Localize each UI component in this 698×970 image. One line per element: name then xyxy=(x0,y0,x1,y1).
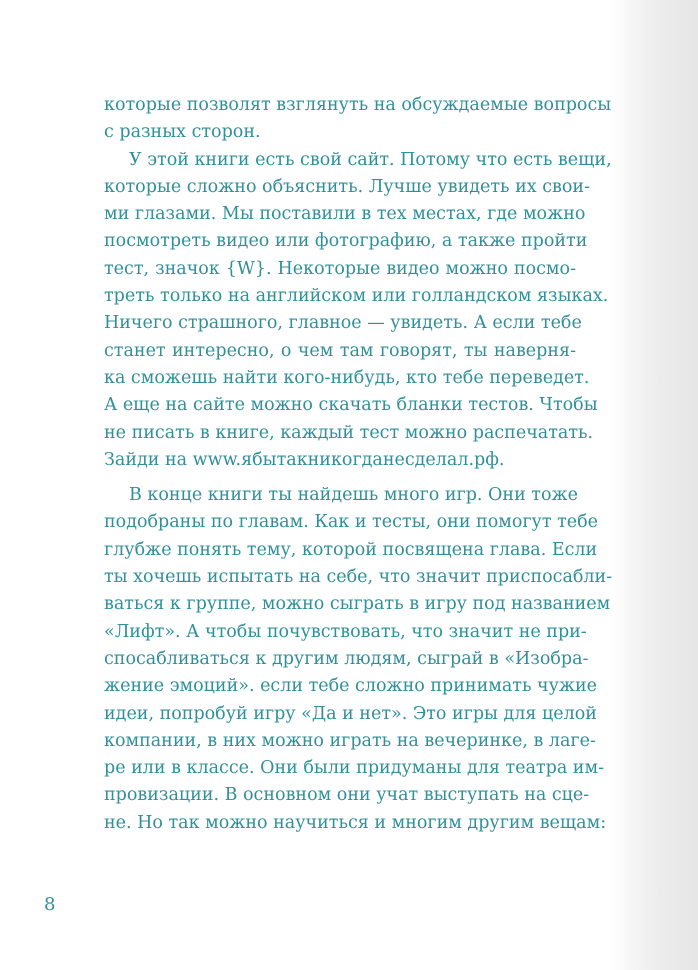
text-line: Зайди на www.ябытакникогданесделал.рф. xyxy=(104,449,505,470)
text-line: ваться к группе, можно сыграть в игру под названием xyxy=(104,594,611,615)
text-line: станет интересно, о чем там говорят, ты наверня- xyxy=(104,340,576,361)
text-line: спосабливаться к другим людям, сыграй в «Изобра- xyxy=(104,648,589,669)
text-line: не. Но так можно научиться и многим другим вещам: xyxy=(104,812,607,833)
text-line: В конце книги ты найдешь много игр. Они тоже xyxy=(129,485,578,506)
text-line: глубже понять тему, которой посвящена глава. Если xyxy=(104,539,598,560)
text-line: ты хочешь испытать на себе, что значит приспосабли- xyxy=(104,567,613,588)
paragraph-2 xyxy=(104,147,612,475)
paragraph-3 xyxy=(104,482,613,837)
text-line: «Лифт». А чтобы почувствовать, что значит не при- xyxy=(104,621,587,642)
text-line: Ничего страшного, главное — увидеть. А если тебе xyxy=(104,313,582,334)
text-line: не писать в книге, каждый тест можно распечатать. xyxy=(104,422,594,443)
text-line: тест, значок {W}. Некоторые видео можно посмо- xyxy=(104,258,576,279)
body-text xyxy=(104,92,613,837)
paragraph-1 xyxy=(104,92,612,147)
text-line: треть только на английском или голландском языках. xyxy=(104,286,609,307)
page-number: 8 xyxy=(44,894,56,915)
text-line: жение эмоций». если тебе сложно принимать чужие xyxy=(104,676,598,697)
text-line: У этой книги есть свой сайт. Потому что есть вещи, xyxy=(129,149,612,170)
text-line: идеи, попробуй игру «Да и нет». Это игры для целой xyxy=(104,703,597,724)
text-line: посмотреть видео или фотографию, а также пройти xyxy=(104,231,588,252)
text-line: компании, в них можно играть на вечеринке, в лаге- xyxy=(104,730,596,751)
text-line: подобраны по главам. Как и тесты, они помогут тебе xyxy=(104,512,599,533)
text-line: с разных сторон. xyxy=(104,122,261,143)
text-line: которые позволят взглянуть на обсуждаемые вопросы xyxy=(104,95,612,115)
text-line: провизации. В основном они учат выступать на сце- xyxy=(104,785,590,806)
paragraph-gap xyxy=(104,474,576,482)
text-line: ми глазами. Мы поставили в тех местах, где можно xyxy=(104,204,586,225)
text-line: ре или в классе. Они были придуманы для театра им- xyxy=(104,758,604,779)
text-line: А еще на сайте можно скачать бланки тестов. Чтобы xyxy=(104,395,598,416)
text-line: ка сможешь найти кого-нибудь, кто тебе переведет. xyxy=(104,367,590,388)
text-line: которые сложно объяснить. Лучше увидеть их свои- xyxy=(104,176,591,197)
